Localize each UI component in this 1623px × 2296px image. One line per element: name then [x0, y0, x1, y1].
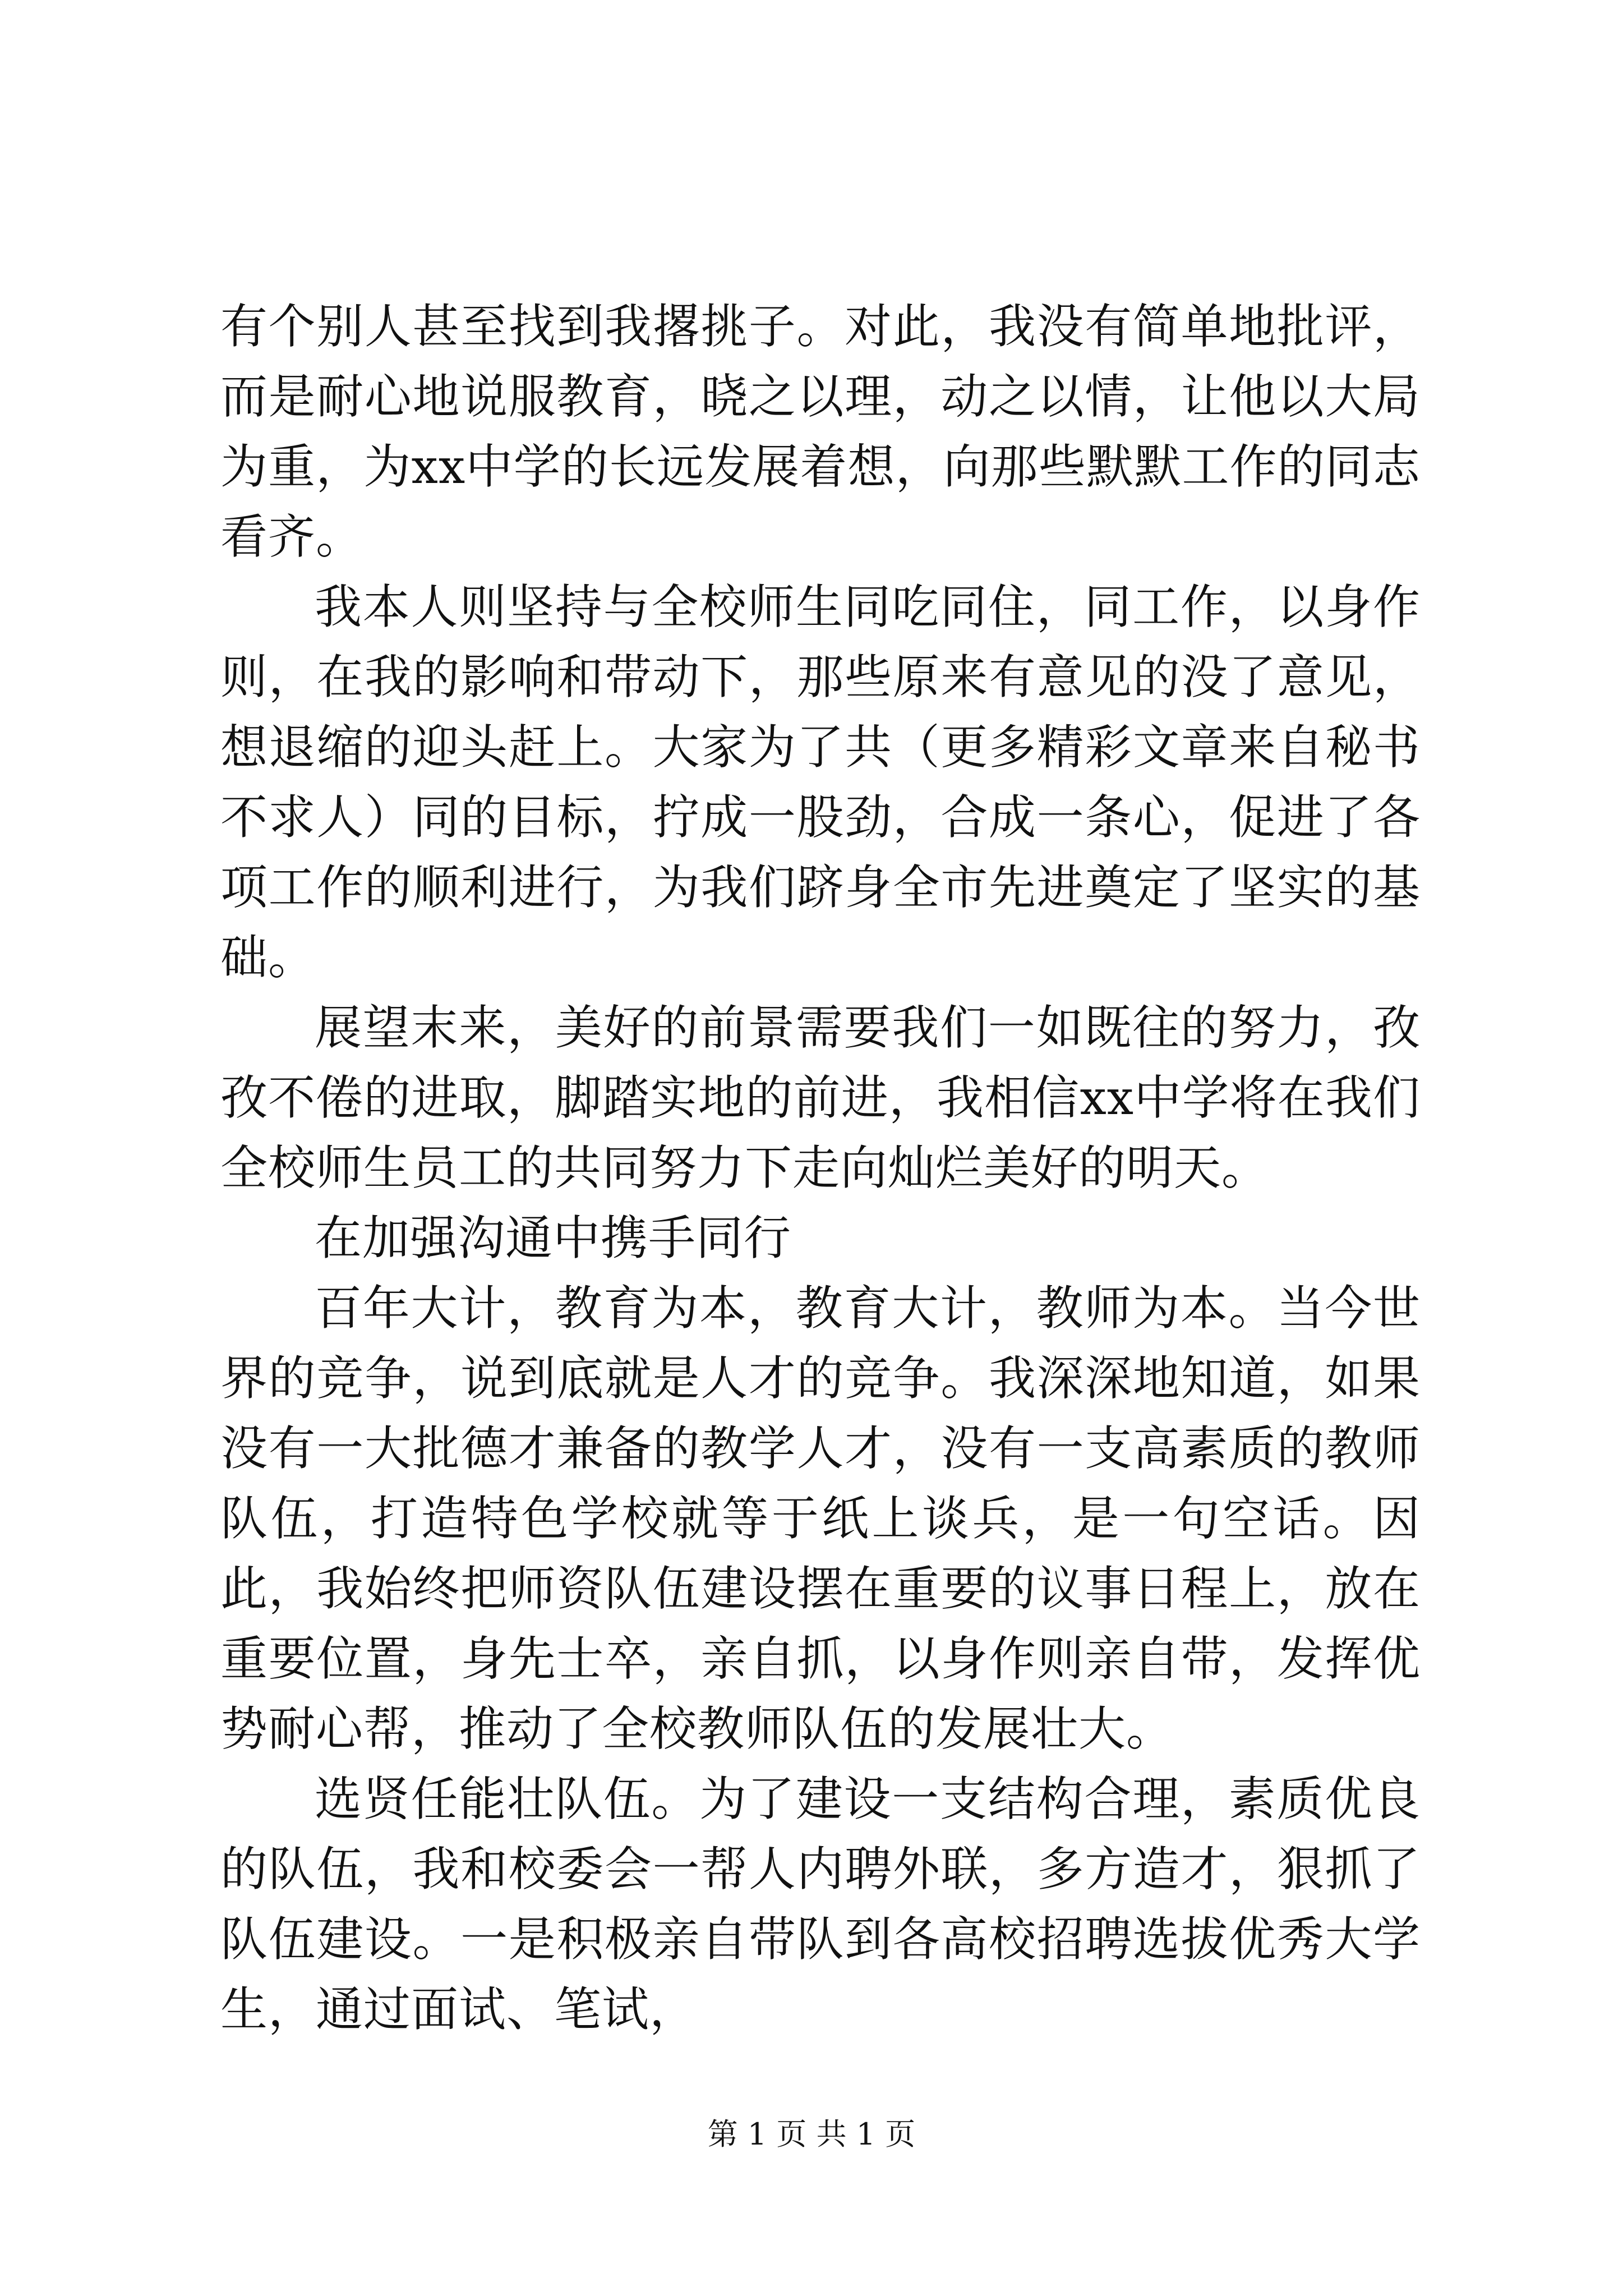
paragraph-5: 百年大计，教育为本，教育大计，教师为本。当今世界的竞争，说到底就是人才的竞争。我深深地知道，如果没有一大批德才兼备的教学人才，没有一支高素质的教师队伍，打造特色学校就等于纸上谈兵，是一句空话。因此，我始终把师资队伍建设摆在重要的议事日程上，放在重要位置，身先士卒，亲自抓，以身作则亲自带，发挥优势耐心帮，推动了全校教师队伍的发展壮大。 — [220, 1281, 1421, 1756]
paragraph-3: 展望末来，美好的前景需要我们一如既往的努力，孜孜不倦的进取，脚踏实地的前进，我相信xx中学将在我们全校师生员工的共同努力下走向灿烂美好的明天。 — [220, 1000, 1421, 1195]
page-footer: 第 1 页 共 1 页 — [707, 2116, 916, 2152]
section-heading: 在加强沟通中携手同行 — [315, 1211, 792, 1266]
paragraph-2: 我本人则坚持与全校师生同吃同住，同工作，以身作则，在我的影响和带动下，那些原来有意见的没了意见，想退缩的迎头赶上。大家为了共（更多精彩文章来自秘书不求人）同的目标，拧成一股劲，合成一条心，促进了各项工作的顺利进行，为我们跻身全市先进奠定了坚实的基础。 — [220, 579, 1421, 985]
paragraph-6: 选贤任能壮队伍。为了建设一支结构合理，素质优良的队伍，我和校委会一帮人内聘外联，多方造才，狠抓了队伍建设。一是积极亲自带队到各高校招聘选拔优秀大学生，通过面试、笔试， — [220, 1772, 1421, 2037]
paragraph-1: 有个别人甚至找到我撂挑子。对此，我没有简单地批评，而是耐心地说服教育，晓之以理，动之以情，让他以大局为重，为xx中学的长远发展着想，向那些默默工作的同志看齐。 — [220, 299, 1421, 564]
document-body — [220, 292, 1421, 2045]
